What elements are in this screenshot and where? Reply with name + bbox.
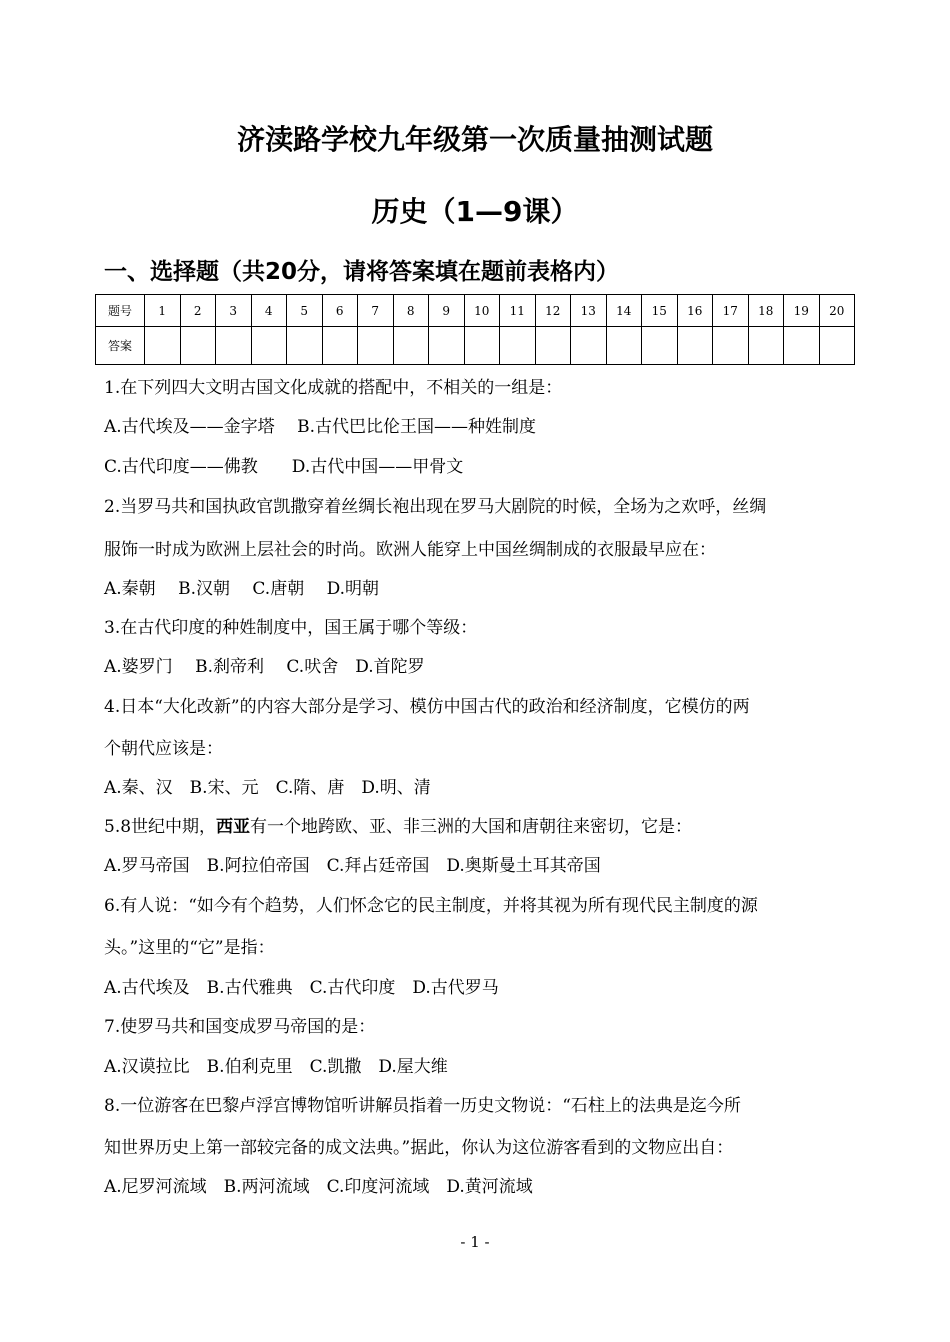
question-2-line-2: 服饰一时成为欧洲上层社会的时尚。欧洲人能穿上中国丝绸制成的衣服最早应在： (104, 540, 716, 560)
answer-cell[interactable] (464, 327, 500, 365)
row-label-answer: 答案 (96, 327, 145, 365)
question-7-options: A.汉谟拉比 B.伯利克里 C.凯撒 D.屋大维 (104, 1057, 448, 1077)
answer-cell[interactable] (180, 327, 216, 365)
qnum-cell: 20 (819, 295, 855, 327)
question-5-options: A.罗马帝国 B.阿拉伯帝国 C.拜占廷帝国 D.奥斯曼土耳其帝国 (104, 856, 601, 876)
page-number: - 1 - (460, 1233, 490, 1251)
question-6-line-1: 6.有人说：“如今有个趋势，人们怀念它的民主制度，并将其视为所有现代民主制度的源 (104, 896, 758, 916)
qnum-cell: 7 (358, 295, 394, 327)
question-5-emphasis: 西亚 (216, 817, 251, 837)
qnum-cell: 15 (642, 295, 678, 327)
answer-cell[interactable] (358, 327, 394, 365)
answer-cell[interactable] (251, 327, 287, 365)
qnum-cell: 6 (322, 295, 358, 327)
qnum-cell: 3 (216, 295, 252, 327)
question-1: 1.在下列四大文明古国文化成就的搭配中，不相关的一组是： (104, 378, 563, 398)
question-5 (104, 812, 692, 837)
qnum-cell: 9 (429, 295, 465, 327)
row-label-number: 题号 (96, 295, 145, 327)
question-6-line-2: 头。”这里的“它”是指： (104, 938, 275, 958)
qnum-cell: 4 (251, 295, 287, 327)
question-5-post: 有一个地跨欧、亚、非三洲的大国和唐朝往来密切，它是： (250, 817, 693, 837)
exam-title: 济渎路学校九年级第一次质量抽测试题 (236, 123, 713, 156)
qnum-cell: 11 (500, 295, 536, 327)
question-2-options: A.秦朝 B.汉朝 C.唐朝 D.明朝 (104, 579, 380, 599)
answer-row (96, 327, 855, 365)
answer-cell[interactable] (606, 327, 642, 365)
answer-cell[interactable] (748, 327, 784, 365)
question-7: 7.使罗马共和国变成罗马帝国的是： (104, 1017, 376, 1037)
qnum-cell: 5 (287, 295, 323, 327)
question-2-line-1: 2.当罗马共和国执政官凯撒穿着丝绸长袍出现在罗马大剧院的时候，全场为之欢呼，丝绸 (104, 497, 767, 517)
question-4-line-2: 个朝代应该是： (104, 739, 223, 759)
section-heading: 一、选择题（共20分，请将答案填在题前表格内） (104, 259, 620, 285)
answer-cell[interactable] (429, 327, 465, 365)
question-number-row (96, 295, 855, 327)
question-1-options-ab: A.古代埃及——金字塔 B.古代巴比伦王国——种姓制度 (104, 417, 536, 437)
exam-subtitle: 历史（1—9课） (371, 195, 579, 228)
question-4-line-1: 4.日本“大化改新”的内容大部分是学习、模仿中国古代的政治和经济制度，它模仿的两 (104, 697, 750, 717)
answer-cell[interactable] (819, 327, 855, 365)
question-5-pre: 5.8世纪中期， (104, 817, 217, 837)
answer-cell[interactable] (500, 327, 536, 365)
question-3: 3.在古代印度的种姓制度中，国王属于哪个等级： (104, 618, 478, 638)
qnum-cell: 13 (571, 295, 607, 327)
answer-cell[interactable] (393, 327, 429, 365)
question-4-options: A.秦、汉 B.宋、元 C.隋、唐 D.明、清 (104, 778, 431, 798)
answer-cell[interactable] (642, 327, 678, 365)
answer-cell[interactable] (784, 327, 820, 365)
answer-cell[interactable] (571, 327, 607, 365)
qnum-cell: 17 (713, 295, 749, 327)
question-6-options: A.古代埃及 B.古代雅典 C.古代印度 D.古代罗马 (104, 978, 499, 998)
qnum-cell: 14 (606, 295, 642, 327)
question-8-line-1: 8.一位游客在巴黎卢浮宫博物馆听讲解员指着一历史文物说：“石柱上的法典是迄今所 (104, 1096, 741, 1116)
answer-cell[interactable] (145, 327, 181, 365)
answer-cell[interactable] (713, 327, 749, 365)
answer-table (95, 294, 855, 365)
question-1-options-cd: C.古代印度——佛教 D.古代中国——甲骨文 (104, 457, 464, 477)
answer-cell[interactable] (535, 327, 571, 365)
qnum-cell: 19 (784, 295, 820, 327)
answer-cell[interactable] (322, 327, 358, 365)
qnum-cell: 18 (748, 295, 784, 327)
qnum-cell: 16 (677, 295, 713, 327)
qnum-cell: 10 (464, 295, 500, 327)
answer-cell[interactable] (287, 327, 323, 365)
question-3-options: A.婆罗门 B.刹帝利 C.吠舍 D.首陀罗 (104, 657, 425, 677)
answer-cell[interactable] (216, 327, 252, 365)
qnum-cell: 8 (393, 295, 429, 327)
question-8-options: A.尼罗河流域 B.两河流域 C.印度河流域 D.黄河流域 (104, 1177, 533, 1197)
qnum-cell: 1 (145, 295, 181, 327)
answer-cell[interactable] (677, 327, 713, 365)
question-8-line-2: 知世界历史上第一部较完备的成文法典。”据此，你认为这位游客看到的文物应出自： (104, 1138, 734, 1158)
qnum-cell: 12 (535, 295, 571, 327)
qnum-cell: 2 (180, 295, 216, 327)
